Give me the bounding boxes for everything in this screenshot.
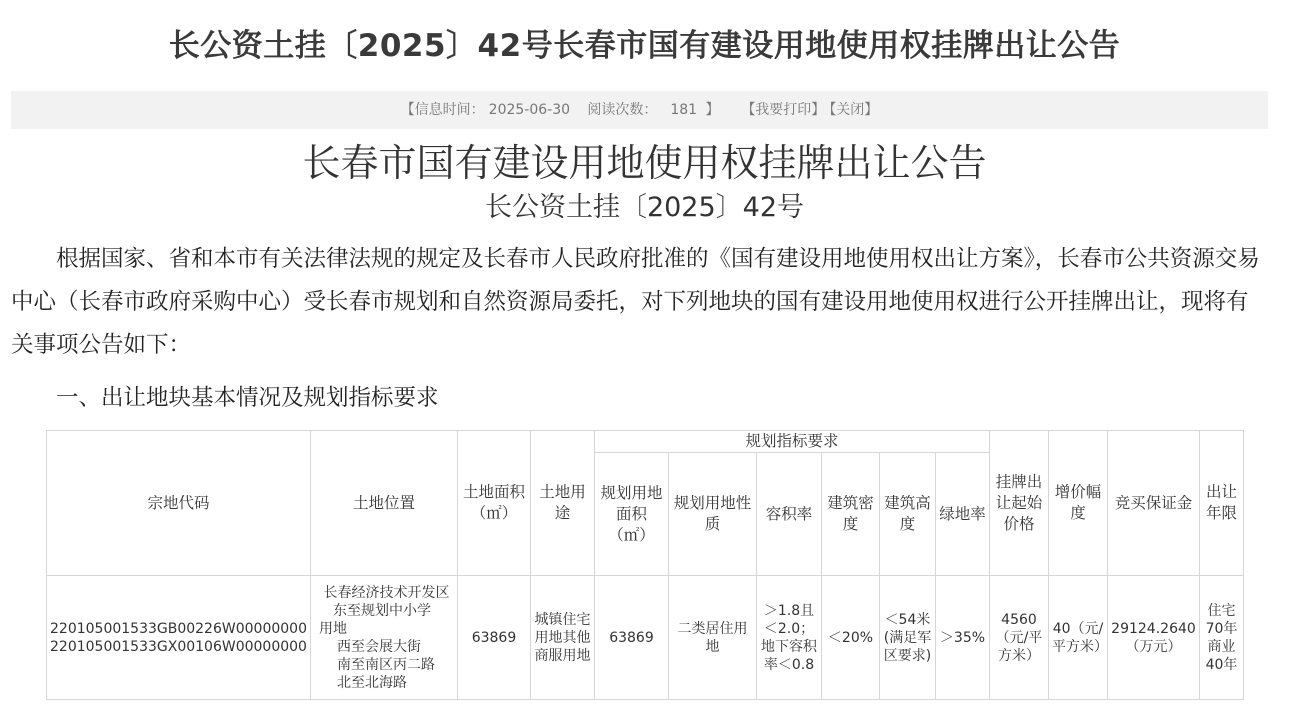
document-heading: 长春市国有建设用地使用权挂牌出让公告 [302,141,987,185]
cell-start-price: 4560（元/平方米） [989,576,1048,700]
cell-location [310,576,457,700]
parcel-code-2: 220105001533GX00106W00000000 [50,638,307,655]
location-line: 南至南区丙二路 [336,656,435,673]
read-count-label: 阅读次数： [587,102,658,118]
parcel-code-1: 220105001533GB00226W00000000 [50,620,307,637]
header-planned-area: 规划用地面积（㎡） [594,453,668,576]
location-line: 用地 [318,620,347,637]
cell-density: ＜20% [821,576,879,700]
info-time: 2025-06-30 [488,102,571,118]
header-far: 容积率 [756,453,821,576]
cell-increment: 40（元/平方米） [1048,576,1107,700]
location-line: 西至会展大街 [336,638,421,655]
header-deposit: 竞买保证金 [1107,431,1199,576]
article-meta-bar [11,91,1268,129]
header-increment: 增价幅度 [1048,431,1107,576]
header-start-price: 挂牌出让起始价格 [989,431,1048,576]
table-row [47,576,1244,700]
cell-parcel-code [47,576,311,700]
table-header-row [47,431,1244,453]
page-title: 长公资土挂〔2025〕42号长春市国有建设用地使用权挂牌出让公告 [168,28,1121,64]
cell-green: ＞35% [935,576,989,700]
cell-planned-nature: 二类居住用地 [668,576,756,700]
print-link[interactable]: 【我要打印】 [741,102,826,118]
location-line: 东至规划中小学 [332,602,431,619]
header-location: 土地位置 [310,431,457,576]
header-density: 建筑密度 [821,453,879,576]
intro-paragraph: 根据国家、省和本市有关法律法规的规定及长春市人民政府批准的《国有建设用地使用权出让方案》，长春市公共资源交易中心（长春市政府采购中心）受长春市规划和自然资源局委托，对下列地块的国有建设用地使用权进行公开挂牌出让，现将有关事项公告如下： [11,246,1260,358]
cell-land-use: 城镇住宅用地其他商服用地 [530,576,594,700]
location-line: 长春经济技术开发区 [323,584,450,601]
header-planned-nature: 规划用地性质 [668,453,756,576]
header-term: 出让年限 [1199,431,1243,576]
header-land-area: 土地面积（㎡） [457,431,530,576]
cell-planned-area: 63869 [594,576,668,700]
land-info-table [46,430,1244,700]
cell-height: ＜54米(满足军区要求) [879,576,935,700]
cell-term: 住宅70年商业40年 [1199,576,1243,700]
meta-close-bracket: 】 [705,102,720,118]
cell-far: ＞1.8且＜2.0；地下容积率＜0.8 [756,576,821,700]
close-link[interactable]: 【关闭】 [829,102,879,118]
section-title: 一、出让地块基本情况及规划指标要求 [56,385,439,411]
cell-land-area: 63869 [457,576,530,700]
header-height: 建筑高度 [879,453,935,576]
header-parcel-code: 宗地代码 [47,431,311,576]
header-planning-group: 规划指标要求 [594,431,989,453]
header-land-use: 土地用途 [530,431,594,576]
cell-deposit: 29124.2640（万元） [1107,576,1199,700]
location-line: 北至北海路 [336,674,407,691]
read-count: 181 [670,102,698,118]
document-number: 长公资土挂〔2025〕42号 [484,192,805,223]
info-time-label: 【信息时间： [400,102,485,118]
header-green: 绿地率 [935,453,989,576]
